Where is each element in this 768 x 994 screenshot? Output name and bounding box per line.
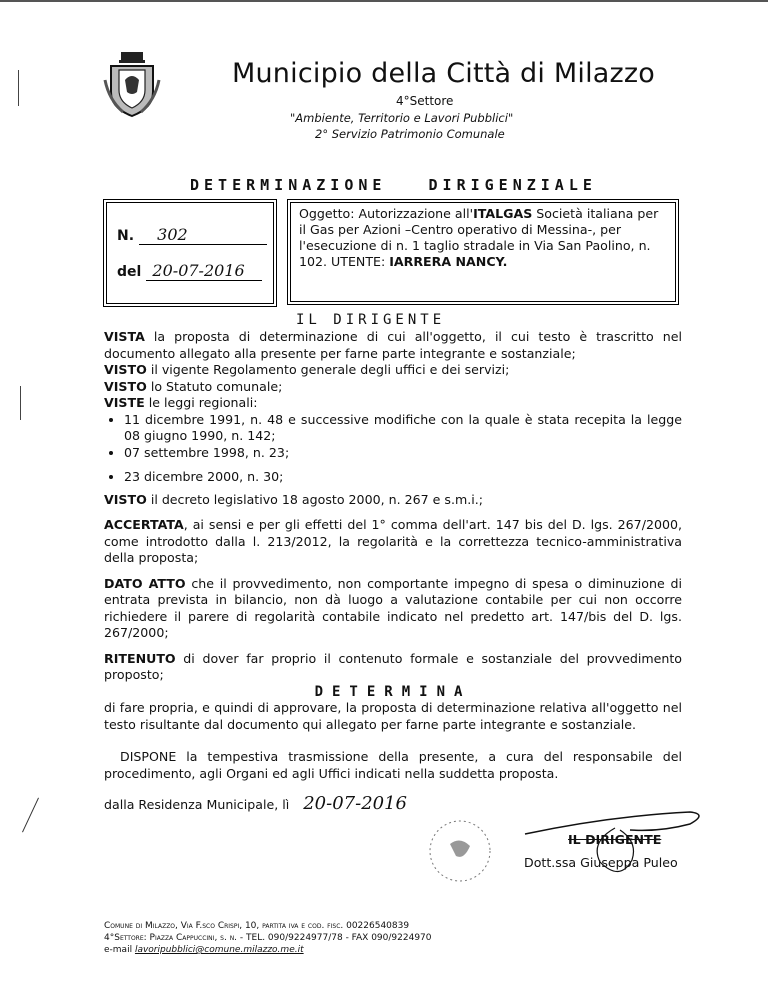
settore-description: "Ambiente, Territorio e Lavori Pubblici" bbox=[290, 111, 514, 125]
subject-text: Società italiana per il Gas per Azioni –Centro operativo di Messina-, per l'esecuzione di n. 1 taglio stradale in Via San Paolino, n. 102. UTENTE: bbox=[299, 206, 659, 269]
signature-role: IL DIRIGENTE bbox=[568, 832, 662, 847]
visto-decreto bbox=[104, 492, 682, 509]
dato-atto-text: che il provvedimento, non comportante impegno di spesa o diminuzione di entrata prevista in bilancio, non dà luogo a valutazione contabile per cui non occorre richiedere il parere di regolarità contabile indicato nel predetto art. 147/bis del D. lgs. 267/2000; bbox=[104, 575, 682, 640]
viste-keyword: VISTE bbox=[104, 395, 145, 410]
servizio-label: 2° Servizio Patrimonio Comunale bbox=[315, 127, 505, 141]
document-type-heading: DETERMINAZIONE DIRIGENZIALE bbox=[190, 176, 597, 194]
company-name: ITALGAS bbox=[473, 206, 533, 221]
visto-text: il vigente Regolamento generale degli uffici e dei servizi; bbox=[146, 362, 510, 377]
city-crest-icon bbox=[103, 50, 161, 120]
visto-keyword: VISTO bbox=[104, 378, 147, 394]
dato-atto-paragraph bbox=[104, 576, 682, 642]
leggi-list bbox=[104, 412, 682, 486]
footer-address: Comune di Milazzo, Via F.sco Crispi, 10, partita iva e cod. fisc. 00226540839 bbox=[104, 921, 410, 931]
visto-keyword: VISTO bbox=[104, 362, 147, 377]
determina-heading: DETERMINA bbox=[314, 683, 472, 700]
visto-text: il decreto legislativo 18 agosto 2000, n. 267 e s.m.i.; bbox=[146, 491, 483, 507]
number-box bbox=[106, 202, 274, 304]
viste-leggi bbox=[104, 395, 682, 412]
vista-keyword: VISTA bbox=[104, 329, 145, 344]
margin-mark bbox=[18, 70, 19, 106]
email-link[interactable]: lavoripubblici@comune.milazzo.me.it bbox=[134, 945, 304, 955]
margin-mark bbox=[20, 386, 21, 420]
subject-prefix: Oggetto: Autorizzazione all' bbox=[299, 206, 474, 221]
ritenuto-text: di dover far proprio il contenuto formale e sostanziale del provvedimento proposto; bbox=[104, 650, 682, 682]
visto-statuto bbox=[104, 379, 682, 396]
number-label: N. bbox=[117, 228, 135, 244]
dispone-paragraph: DISPONE la tempestiva trasmissione della presente, a cura del responsabile del procedimento, agli Organi ed agli Uffici indicati nella suddetta proposta. bbox=[104, 749, 682, 781]
utente-name: IARRERA NANCY. bbox=[389, 254, 508, 269]
stamp-icon bbox=[420, 816, 500, 886]
ritenuto-keyword: RITENUTO bbox=[104, 650, 176, 666]
visto-regolamento bbox=[104, 362, 682, 379]
residenza-line bbox=[104, 793, 407, 814]
margin-mark bbox=[22, 798, 39, 833]
residenza-label: dalla Residenza Municipale, lì bbox=[104, 797, 290, 812]
dato-atto-keyword: DATO ATTO bbox=[104, 575, 186, 591]
vista-text: la proposta di determinazione di cui all'oggetto, il cui testo è trascritto nel documento allegato alla presente per farne parte integrante e sostanziale; bbox=[104, 329, 682, 361]
footer-contacts: 4°Settore: Piazza Cappuccini, s. n. - TEL. 090/9224977/78 - FAX 090/9224970 bbox=[104, 933, 432, 943]
footer bbox=[104, 920, 432, 956]
determina-text: di fare propria, e quindi di approvare, la proposta di determinazione relativa all'oggetto nel testo risultante dal documento qui allegato per farne parte integrante e sostanziale. bbox=[104, 700, 682, 732]
list-item: • 23 dicembre 2000, n. 30; bbox=[124, 469, 682, 486]
footer-email-row bbox=[104, 944, 432, 956]
number-value: 302 bbox=[139, 225, 267, 245]
list-item: • 07 settembre 1998, n. 23; bbox=[124, 445, 682, 462]
viste-text: le leggi regionali: bbox=[144, 395, 258, 410]
ritenuto-paragraph bbox=[104, 651, 682, 684]
visto-keyword: VISTO bbox=[104, 491, 147, 507]
visto-text: lo Statuto comunale; bbox=[146, 378, 283, 394]
settore-label: 4°Settore bbox=[396, 94, 454, 108]
date-row bbox=[117, 261, 262, 281]
il-dirigente-heading: IL DIRIGENTE bbox=[296, 312, 446, 328]
date-value: 20-07-2016 bbox=[146, 261, 262, 281]
accertata-paragraph bbox=[104, 517, 682, 567]
residenza-date: 20-07-2016 bbox=[303, 793, 407, 814]
accertata-keyword: ACCERTATA bbox=[104, 517, 184, 532]
subject-box bbox=[290, 202, 676, 302]
municipality-title: Municipio della Città di Milazzo bbox=[232, 58, 655, 89]
scan-edge-line bbox=[0, 0, 768, 2]
number-row bbox=[117, 225, 267, 245]
list-item: • 11 dicembre 1991, n. 48 e successive modifiche con la quale è stata recepita la legge 08 giugno 1990, n. 142; bbox=[124, 412, 682, 445]
accertata-text: , ai sensi e per gli effetti del 1° comma dell'art. 147 bis del D. lgs. 267/2000, come introdotto dalla l. 213/2012, la regolarità e la correttezza tecnico-amministrativa della proposta; bbox=[104, 517, 682, 565]
vista-paragraph bbox=[104, 329, 682, 362]
email-label: e-mail bbox=[104, 945, 133, 955]
date-label: del bbox=[117, 264, 142, 280]
premises-block bbox=[104, 329, 682, 782]
signature-name: Dott.ssa Giuseppa Puleo bbox=[524, 855, 678, 870]
